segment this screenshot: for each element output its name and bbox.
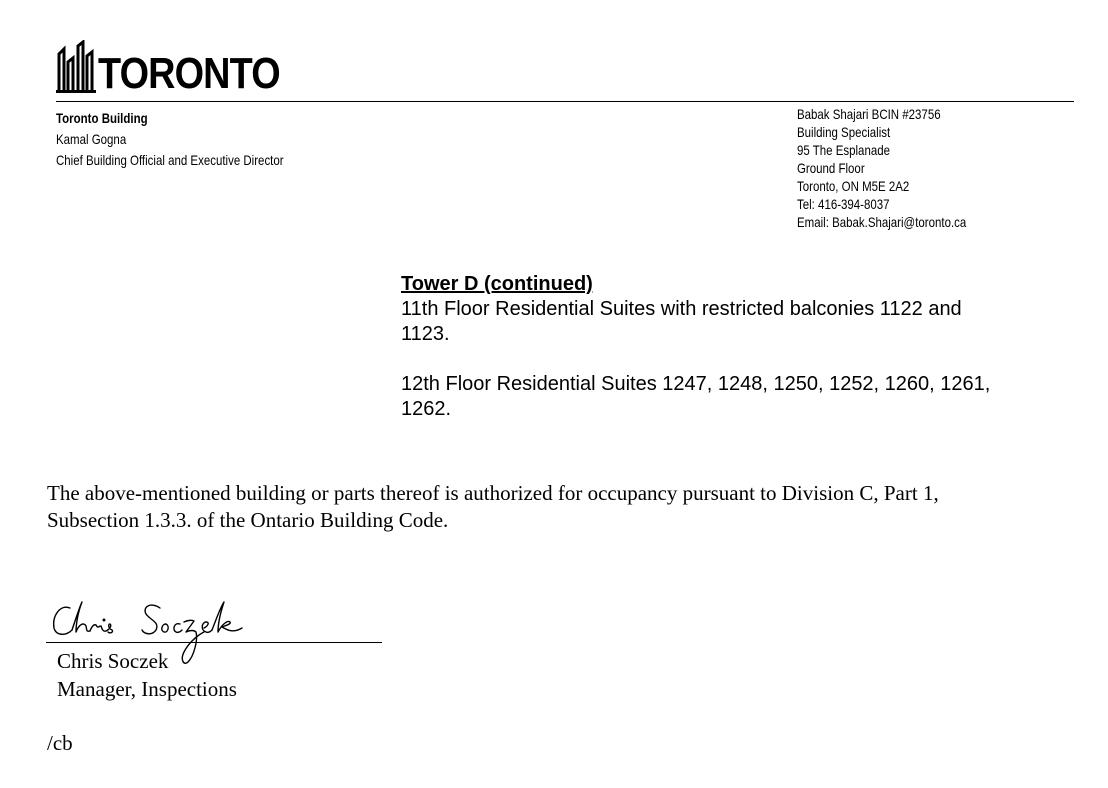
contact-block <box>797 105 966 231</box>
contact-address-1: 95 The Esplanade <box>797 142 890 158</box>
contact-name: Babak Shajari BCIN #23756 <box>797 106 941 122</box>
contact-title: Building Specialist <box>797 124 891 140</box>
tower-heading: Tower D (continued) <box>401 273 593 295</box>
contact-tel: Tel: 416-394-8037 <box>797 196 890 212</box>
tower-section <box>401 272 1001 422</box>
signature-line <box>46 642 382 643</box>
signer-name: Chris Soczek <box>57 649 169 673</box>
header-divider <box>56 101 1074 102</box>
contact-address-2: Ground Floor <box>797 160 865 176</box>
floor-11-paragraph: 11th Floor Residential Suites with restricted balconies 1122 and 1123. <box>401 298 962 345</box>
department-name: Toronto Building <box>56 110 148 126</box>
contact-city: Toronto, ON M5E 2A2 <box>797 178 910 194</box>
official-name: Kamal Gogna <box>56 131 127 147</box>
floor-12-paragraph: 12th Floor Residential Suites 1247, 1248, 1250, 1252, 1260, 1261, 1262. <box>401 373 991 420</box>
logo-wordmark: TORONTO <box>98 49 280 98</box>
signer-block <box>57 647 237 703</box>
signer-title: Manager, Inspections <box>57 677 237 701</box>
city-skyline-icon <box>56 40 96 94</box>
typist-initials: /cb <box>47 731 73 755</box>
official-title: Chief Building Official and Executive Director <box>56 152 284 168</box>
toronto-logo <box>56 38 309 98</box>
authorization-paragraph: The above-mentioned building or parts thereof is authorized for occupancy pursuant to Division C, Part 1, Subsection 1.3.3. of the Ontario Building Code. <box>47 481 939 532</box>
contact-email: Email: Babak.Shajari@toronto.ca <box>797 214 967 230</box>
department-block <box>56 108 284 171</box>
